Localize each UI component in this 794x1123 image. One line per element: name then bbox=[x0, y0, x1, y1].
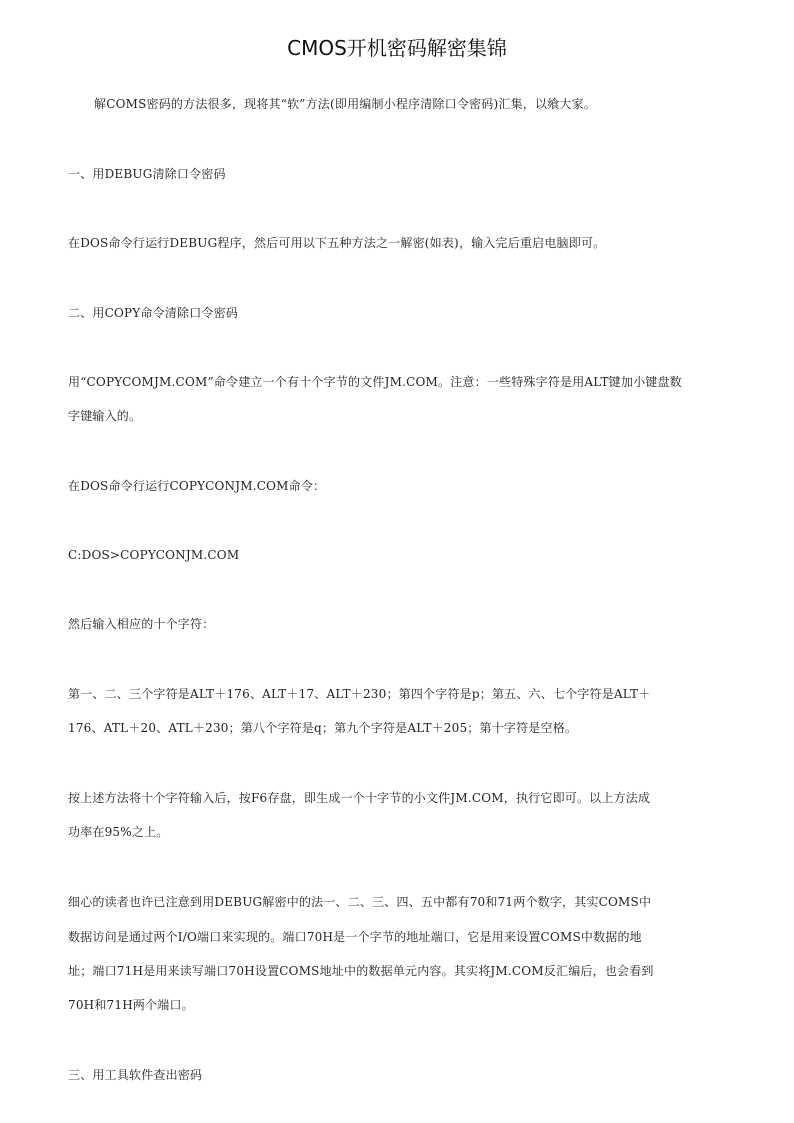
paragraph-chars-line-2: 176、ATL＋20、ATL＋230；第八个字符是q；第九个字符是ALT＋205；第十字符是空格。 bbox=[68, 721, 578, 735]
paragraph-ports-line-1: 细心的读者也许已注意到用DEBUG解密中的法一、二、三、四、五中都有70和71两个数字，其实COMS中 bbox=[68, 895, 652, 909]
command-line-example: C:DOS>COPYCONJM.COM bbox=[68, 548, 240, 562]
paragraph-ports-line-2: 数据访问是通过两个I/O端口来实现的。端口70H是一个字节的地址端口，它是用来设置COMS中数据的地 bbox=[68, 930, 642, 944]
paragraph-save-line-1: 按上述方法将十个字符输入后，按F6存盘，即生成一个十字节的小文件JM.COM，执行它即可。以上方法成 bbox=[68, 791, 651, 805]
section-heading-debug: 一、用DEBUG清除口令密码 bbox=[68, 167, 226, 181]
paragraph-ports-line-3: 址；端口71H是用来读写端口70H设置COMS地址中的数据单元内容。其实将JM.COM反汇编后，也会看到 bbox=[68, 964, 654, 978]
paragraph-chars-line-1: 第一、二、三个字符是ALT＋176、ALT＋17、ALT＋230；第四个字符是p；第五、六、七个字符是ALT＋ bbox=[68, 687, 651, 701]
paragraph-copy-line-1: 用“COPYCOMJM.COM”命令建立一个有十个字节的文件JM.COM。注意：一些特殊字符是用ALT键加小键盘数 bbox=[68, 375, 682, 389]
section-heading-copy: 二、用COPY命令清除口令密码 bbox=[68, 306, 239, 320]
paragraph-save-line-2: 功率在95%之上。 bbox=[68, 825, 169, 839]
section-heading-tools: 三、用工具软件查出密码 bbox=[68, 1068, 203, 1082]
paragraph-debug-instructions: 在DOS命令行运行DEBUG程序，然后可用以下五种方法之一解密(如表)，输入完后重启电脑即可。 bbox=[68, 236, 606, 250]
page-title: CMOS开机密码解密集锦 bbox=[287, 36, 507, 60]
intro-paragraph: 解COMS密码的方法很多，现将其“软”方法(即用编制小程序清除口令密码)汇集，以飨大家。 bbox=[94, 97, 596, 111]
paragraph-run-copycon: 在DOS命令行运行COPYCONJM.COM命令： bbox=[68, 479, 326, 493]
paragraph-input-chars: 然后输入相应的十个字符： bbox=[68, 617, 215, 631]
paragraph-ports-line-4: 70H和71H两个端口。 bbox=[68, 998, 194, 1012]
paragraph-copy-line-2: 字键输入的。 bbox=[68, 409, 142, 423]
